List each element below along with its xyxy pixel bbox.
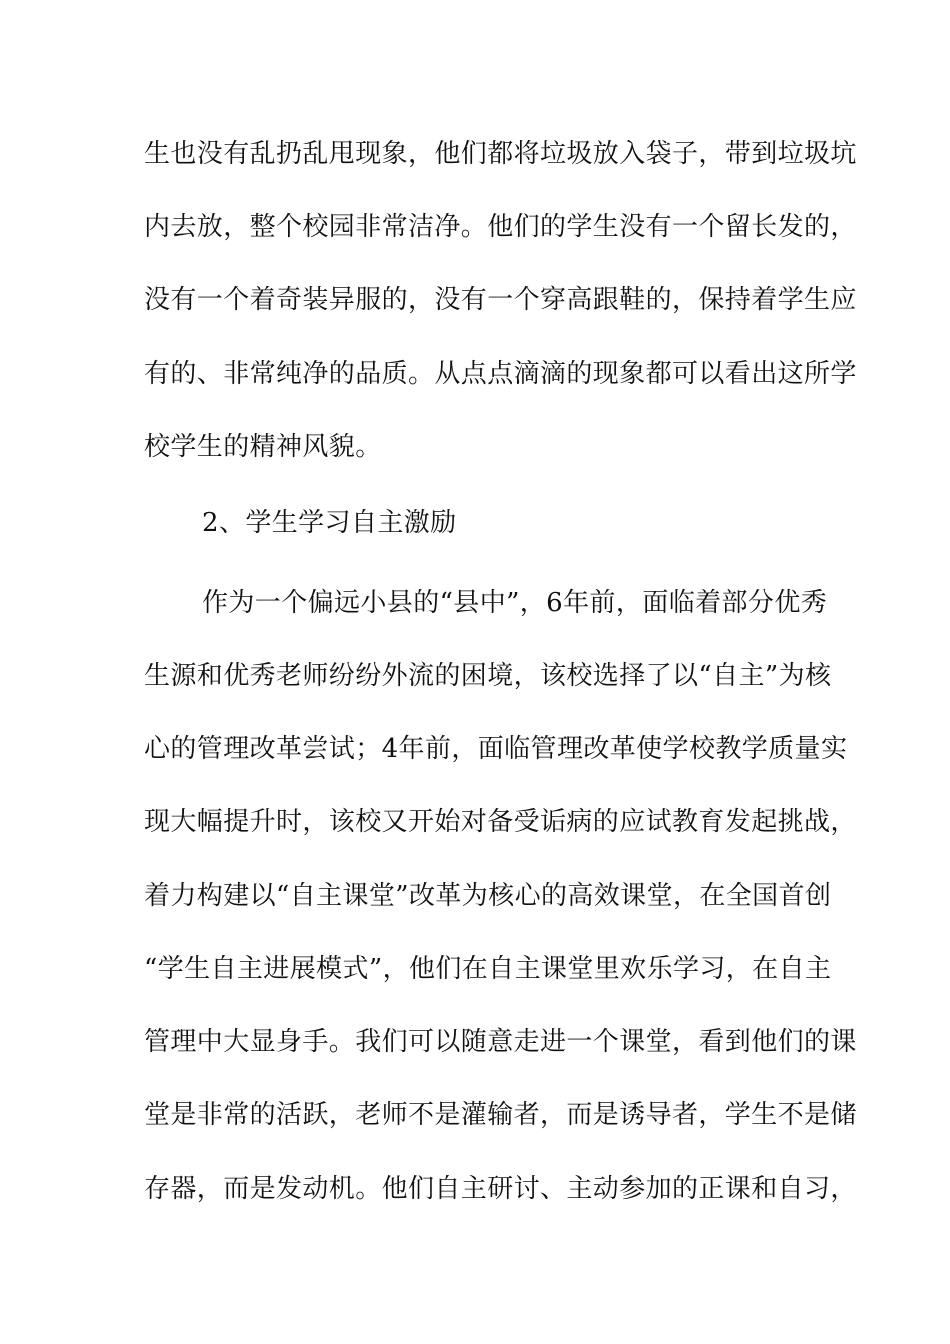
text-line-13: 管理中大显身手。我们可以随意走进一个课堂，看到他们的课 xyxy=(144,1027,857,1057)
section-heading: 2、学生学习自主激励 xyxy=(202,508,457,538)
text-line-14: 堂是非常的活跃，老师不是灌输者，而是诱导者，学生不是储 xyxy=(144,1100,857,1130)
text-line-9: 心的管理改革尝试；4年前，面临管理改革使学校教学质量实 xyxy=(144,734,848,764)
text-line-1: 生也没有乱扔乱甩现象，他们都将垃圾放入袋子，带到垃圾坑 xyxy=(144,139,857,169)
text-line-15: 存器，而是发动机。他们自主研讨、主动参加的正课和自习， xyxy=(144,1174,857,1204)
text-line-3: 没有一个着奇装异服的，没有一个穿高跟鞋的，保持着学生应 xyxy=(144,285,857,315)
text-line-10: 现大幅提升时，该校又开始对备受诟病的应试教育发起挑战， xyxy=(144,807,857,837)
text-line-7: 作为一个偏远小县的“县中”，6年前，面临着部分优秀 xyxy=(202,588,828,618)
text-line-8: 生源和优秀老师纷纷外流的困境，该校选择了以“自主”为核 xyxy=(144,661,832,691)
text-line-11: 着力构建以“自主课堂”改革为核心的高效课堂，在全国首创 xyxy=(144,881,832,911)
text-line-12: “学生自主进展模式”，他们在自主课堂里欢乐学习，在自主 xyxy=(144,954,832,984)
text-line-2: 内去放，整个校园非常洁净。他们的学生没有一个留长发的， xyxy=(144,212,857,242)
text-line-5: 校学生的精神风貌。 xyxy=(144,432,382,462)
text-line-4: 有的、非常纯净的品质。从点点滴滴的现象都可以看出这所学 xyxy=(144,359,857,389)
